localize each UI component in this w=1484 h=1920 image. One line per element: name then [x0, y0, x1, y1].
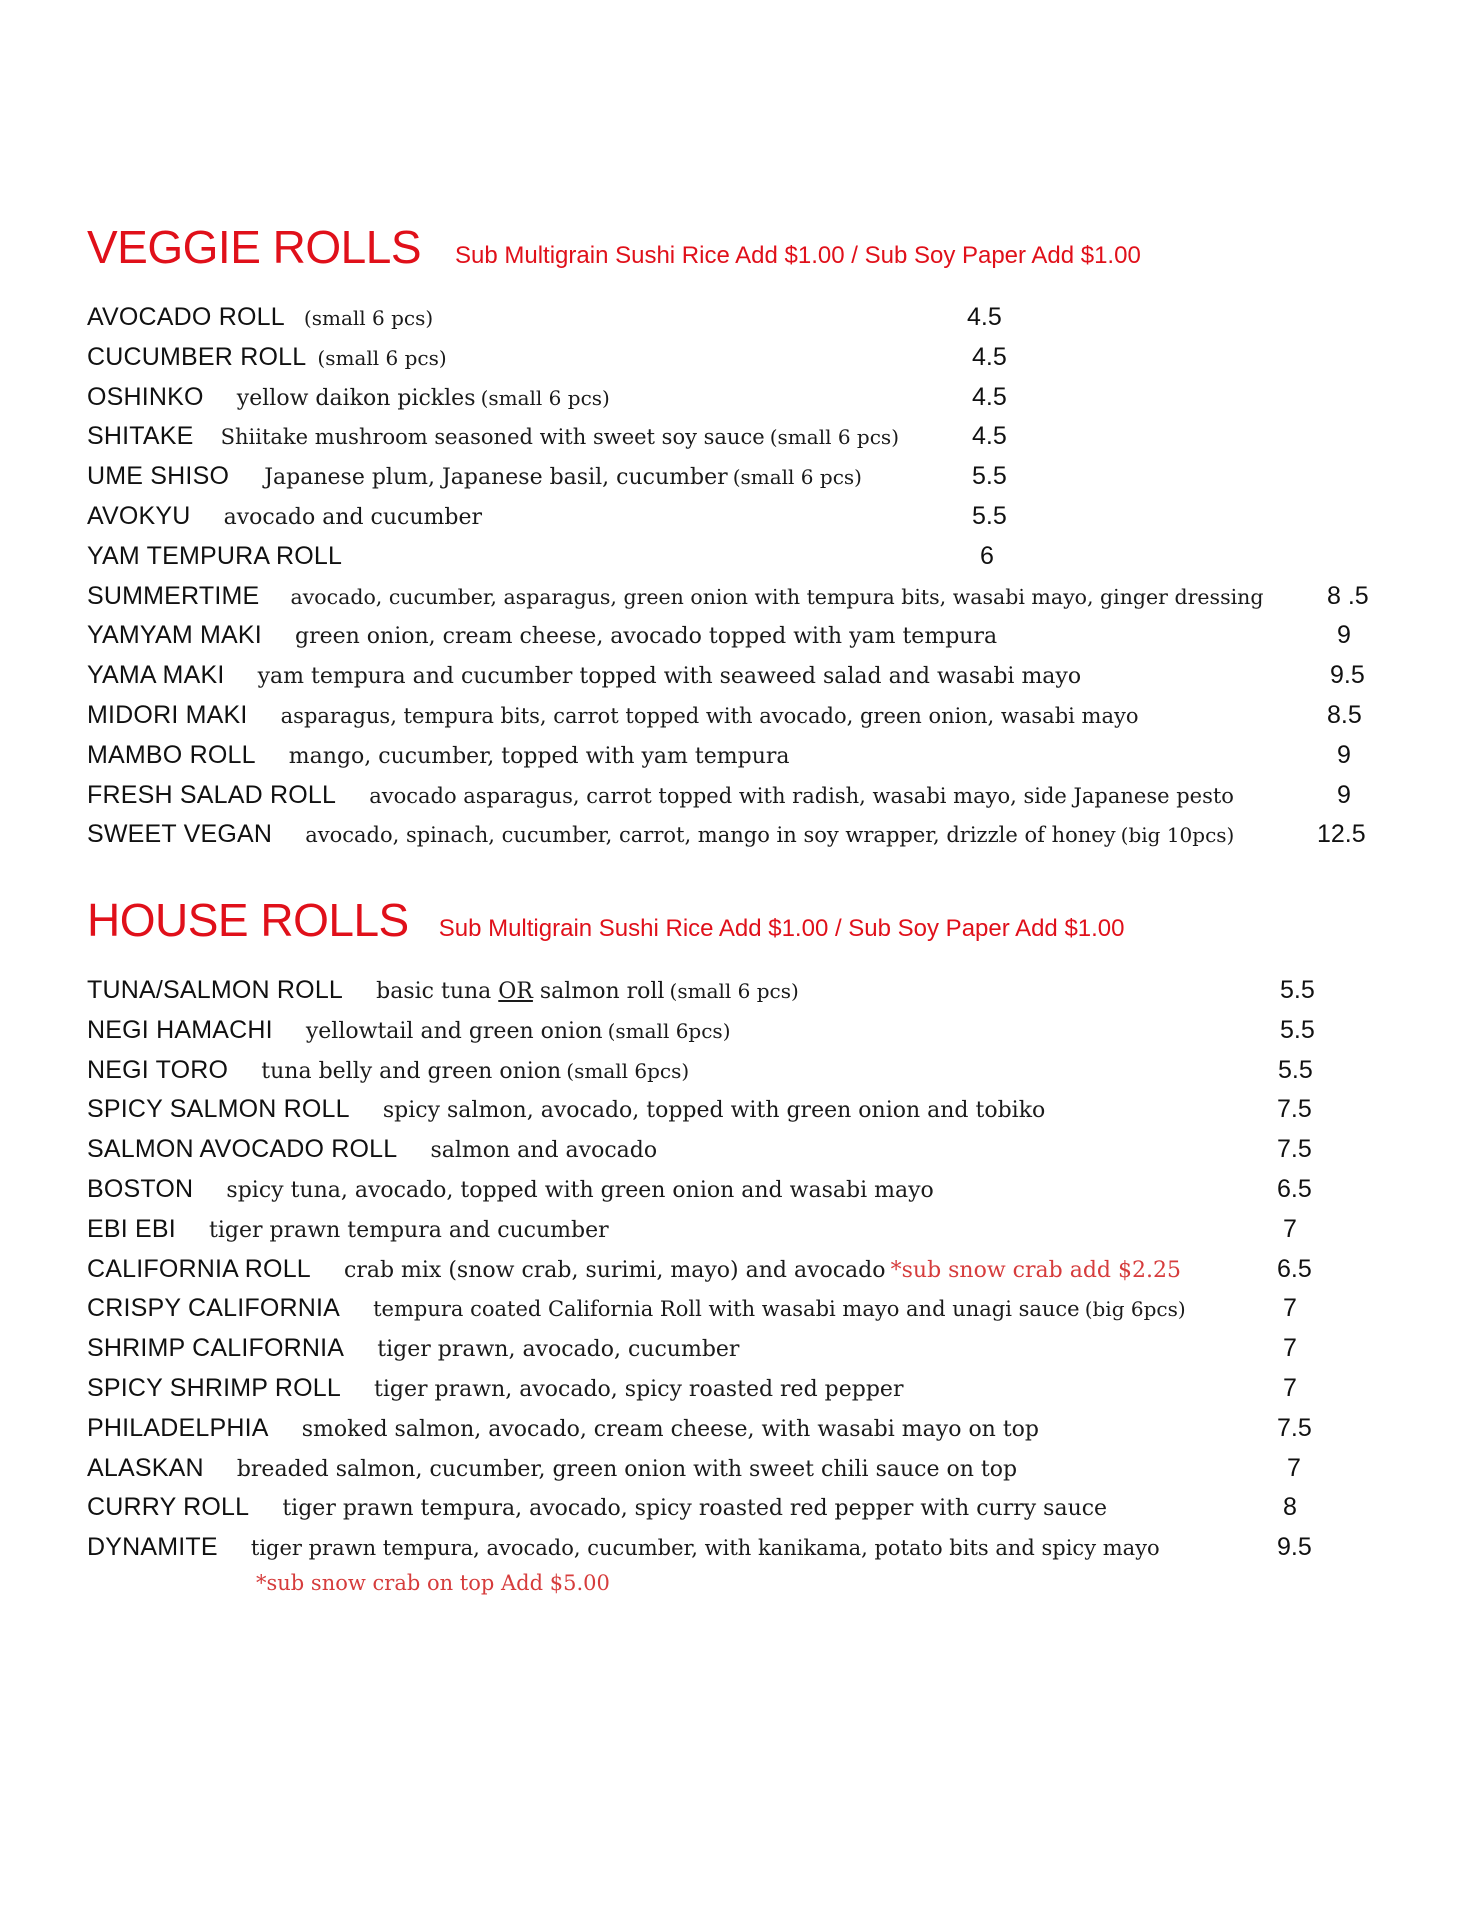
- item-price: 9.5: [1277, 1533, 1312, 1562]
- item-size: (small 6 pcs): [480, 385, 610, 410]
- item-description: tuna belly and green onion: [261, 1058, 562, 1084]
- menu-item: [87, 1488, 1387, 1528]
- house-rolls-section: [87, 894, 1387, 1604]
- item-size: (big 6pcs): [1084, 1297, 1186, 1322]
- item-description: salmon and avocado: [430, 1138, 658, 1164]
- dynamite-note: *sub snow crab on top Add $5.00: [256, 1570, 610, 1595]
- item-name: YAMA MAKI: [87, 661, 225, 690]
- item-price: 9: [1337, 780, 1351, 809]
- menu-item: [87, 1130, 1387, 1170]
- item-price: 8 .5: [1327, 581, 1369, 610]
- menu-item: [87, 1369, 1387, 1409]
- item-description: tiger prawn tempura, avocado, spicy roasted red pepper with curry sauce: [282, 1496, 1108, 1522]
- item-price: 4.5: [972, 382, 1007, 411]
- item-price: 9: [1337, 740, 1351, 769]
- menu-item: [87, 1289, 1387, 1329]
- item-name: SUMMERTIME: [87, 581, 260, 610]
- item-description-or: OR: [498, 979, 533, 1004]
- item-name: YAMYAM MAKI: [87, 621, 262, 650]
- item-price: 6: [980, 541, 994, 570]
- item-price: 6.5: [1277, 1174, 1312, 1203]
- item-price: 7: [1283, 1214, 1297, 1243]
- section-subtitle: Sub Multigrain Sushi Rice Add $1.00 / Sub Soy Paper Add $1.00: [438, 915, 1125, 942]
- item-description: yellow daikon pickles: [236, 385, 476, 411]
- item-name: CRISPY CALIFORNIA: [87, 1294, 340, 1323]
- item-description: spicy tuna, avocado, topped with green onion and wasabi mayo: [226, 1177, 934, 1203]
- menu-item: [87, 577, 1387, 617]
- item-description: tiger prawn tempura and cucumber: [209, 1217, 609, 1243]
- menu-item: [87, 1449, 1387, 1489]
- section-title: VEGGIE ROLLS: [87, 221, 422, 273]
- item-size: (small 6 pcs): [732, 465, 862, 490]
- item-name: SHRIMP CALIFORNIA: [87, 1334, 345, 1363]
- item-size: (small 6pcs): [566, 1058, 690, 1083]
- item-name: SPICY SALMON ROLL: [87, 1095, 350, 1124]
- menu-item: [87, 457, 1387, 497]
- item-price: 9: [1337, 621, 1351, 650]
- item-name: NEGI HAMACHI: [87, 1015, 273, 1044]
- item-name: CALIFORNIA ROLL: [87, 1254, 311, 1283]
- item-description: breaded salmon, cucumber, green onion with sweet chili sauce on top: [236, 1456, 1018, 1482]
- menu-list: [87, 298, 1387, 855]
- item-name: AVOCADO ROLL: [87, 303, 285, 331]
- section-subtitle: Sub Multigrain Sushi Rice Add $1.00 / Sub Soy Paper Add $1.00: [455, 242, 1141, 269]
- item-name: BOSTON: [87, 1174, 194, 1203]
- item-description: tiger prawn, avocado, cucumber: [377, 1337, 740, 1363]
- item-price: 4.5: [972, 342, 1007, 371]
- item-size: (small 6 pcs): [769, 425, 899, 450]
- item-price: 5.5: [972, 501, 1007, 530]
- menu-item: [87, 815, 1387, 855]
- item-description: tempura coated California Roll with wasabi mayo and unagi sauce: [373, 1297, 1080, 1322]
- item-name: OSHINKO: [87, 382, 204, 411]
- menu-item: [87, 1329, 1387, 1369]
- item-description: avocado, cucumber, asparagus, green onion with tempura bits, wasabi mayo, ginger dressing: [290, 584, 1264, 609]
- item-price: 8: [1283, 1493, 1297, 1522]
- item-name: SWEET VEGAN: [87, 820, 273, 849]
- menu-item: [87, 537, 1387, 577]
- item-note: *sub snow crab add $2.25: [890, 1257, 1181, 1283]
- item-name: SALMON AVOCADO ROLL: [87, 1135, 398, 1164]
- item-name: MIDORI MAKI: [87, 700, 248, 729]
- item-size: (small 6 pcs): [317, 345, 447, 370]
- menu-item: [87, 497, 1387, 537]
- menu-item: [87, 1409, 1387, 1449]
- menu-item: [87, 1170, 1387, 1210]
- item-price: 7.5: [1277, 1413, 1312, 1442]
- menu-item: [87, 656, 1387, 696]
- item-price: 7: [1283, 1294, 1297, 1323]
- menu-item: [87, 971, 1387, 1011]
- item-name: AVOKYU: [87, 501, 191, 530]
- menu-item: [87, 1011, 1387, 1051]
- item-price: 4.5: [967, 303, 1002, 331]
- item-price: 7: [1283, 1334, 1297, 1363]
- item-size: (small 6 pcs): [669, 979, 799, 1003]
- item-name: DYNAMITE: [87, 1533, 218, 1562]
- item-size: (small 6pcs): [607, 1018, 731, 1043]
- item-size: (big 10pcs): [1120, 823, 1235, 848]
- menu-item: [87, 736, 1387, 776]
- item-description: avocado, spinach, cucumber, carrot, mango in soy wrapper, drizzle of honey: [305, 823, 1116, 848]
- item-name: PHILADELPHIA: [87, 1413, 269, 1442]
- item-price: 5.5: [1280, 1015, 1315, 1044]
- item-description-part: salmon roll: [539, 979, 665, 1004]
- item-name: CURRY ROLL: [87, 1493, 250, 1522]
- item-description: spicy salmon, avocado, topped with green onion and tobiko: [382, 1098, 1046, 1124]
- section-header: [87, 221, 1387, 286]
- veggie-rolls-section: [87, 221, 1387, 855]
- item-price: 5.5: [1278, 1055, 1313, 1084]
- item-name: EBI EBI: [87, 1214, 176, 1243]
- item-description: [376, 979, 664, 1004]
- item-description: crab mix (snow crab, surimi, mayo) and avocado: [344, 1257, 886, 1283]
- menu-item: [87, 417, 1387, 457]
- item-description: Japanese plum, Japanese basil, cucumber: [264, 465, 728, 491]
- item-price: 7.5: [1277, 1095, 1312, 1124]
- item-price: 5.5: [1280, 976, 1315, 1004]
- menu-item: [87, 298, 1387, 338]
- menu-item: [87, 1250, 1387, 1290]
- menu-item: [87, 338, 1387, 378]
- item-name: TUNA/SALMON ROLL: [87, 976, 344, 1004]
- item-description: tiger prawn, avocado, spicy roasted red pepper: [374, 1376, 904, 1402]
- item-name: MAMBO ROLL: [87, 740, 256, 769]
- menu-item: [87, 1210, 1387, 1250]
- menu-list: [87, 971, 1387, 1604]
- menu-item: [87, 1528, 1387, 1568]
- item-price: 7: [1283, 1373, 1297, 1402]
- item-name: YAM TEMPURA ROLL: [87, 541, 343, 570]
- menu-item: [87, 1051, 1387, 1091]
- menu-item: [87, 378, 1387, 418]
- item-description: yam tempura and cucumber topped with seaweed salad and wasabi mayo: [257, 664, 1082, 690]
- menu-item: [87, 696, 1387, 736]
- item-price: 7: [1287, 1453, 1301, 1482]
- item-description: avocado and cucumber: [223, 504, 483, 530]
- item-name: SHITAKE: [87, 422, 194, 451]
- item-description: yellowtail and green onion: [305, 1018, 603, 1044]
- menu-item: [87, 1090, 1387, 1130]
- section-title: HOUSE ROLLS: [87, 894, 409, 946]
- item-name: NEGI TORO: [87, 1055, 229, 1084]
- item-description: asparagus, tempura bits, carrot topped with avocado, green onion, wasabi mayo: [280, 703, 1139, 728]
- item-price: 9.5: [1330, 661, 1365, 690]
- item-size: (small 6 pcs): [303, 306, 434, 330]
- item-price: 4.5: [972, 422, 1007, 451]
- item-description: avocado asparagus, carrot topped with radish, wasabi mayo, side Japanese pesto: [369, 783, 1234, 808]
- item-description-part: basic tuna: [376, 979, 492, 1004]
- item-name: ALASKAN: [87, 1453, 204, 1482]
- item-description: Shiitake mushroom seasoned with sweet soy sauce: [220, 425, 765, 450]
- item-name: SPICY SHRIMP ROLL: [87, 1373, 341, 1402]
- item-price: 12.5: [1317, 820, 1366, 849]
- item-name: CUCUMBER ROLL: [87, 342, 307, 371]
- item-description: green onion, cream cheese, avocado topped with yam tempura: [295, 624, 998, 650]
- item-price: 5.5: [972, 462, 1007, 491]
- item-price: 8.5: [1327, 700, 1362, 729]
- menu-item: [87, 616, 1387, 656]
- item-description: mango, cucumber, topped with yam tempura: [288, 743, 790, 769]
- item-name: FRESH SALAD ROLL: [87, 780, 337, 809]
- item-price: 6.5: [1277, 1254, 1312, 1283]
- item-description: smoked salmon, avocado, cream cheese, with wasabi mayo on top: [301, 1416, 1040, 1442]
- item-description: tiger prawn tempura, avocado, cucumber, with kanikama, potato bits and spicy mayo: [250, 1536, 1160, 1561]
- item-name: UME SHISO: [87, 462, 230, 491]
- menu-item: [87, 776, 1387, 816]
- section-header: [87, 894, 1387, 959]
- item-price: 7.5: [1277, 1135, 1312, 1164]
